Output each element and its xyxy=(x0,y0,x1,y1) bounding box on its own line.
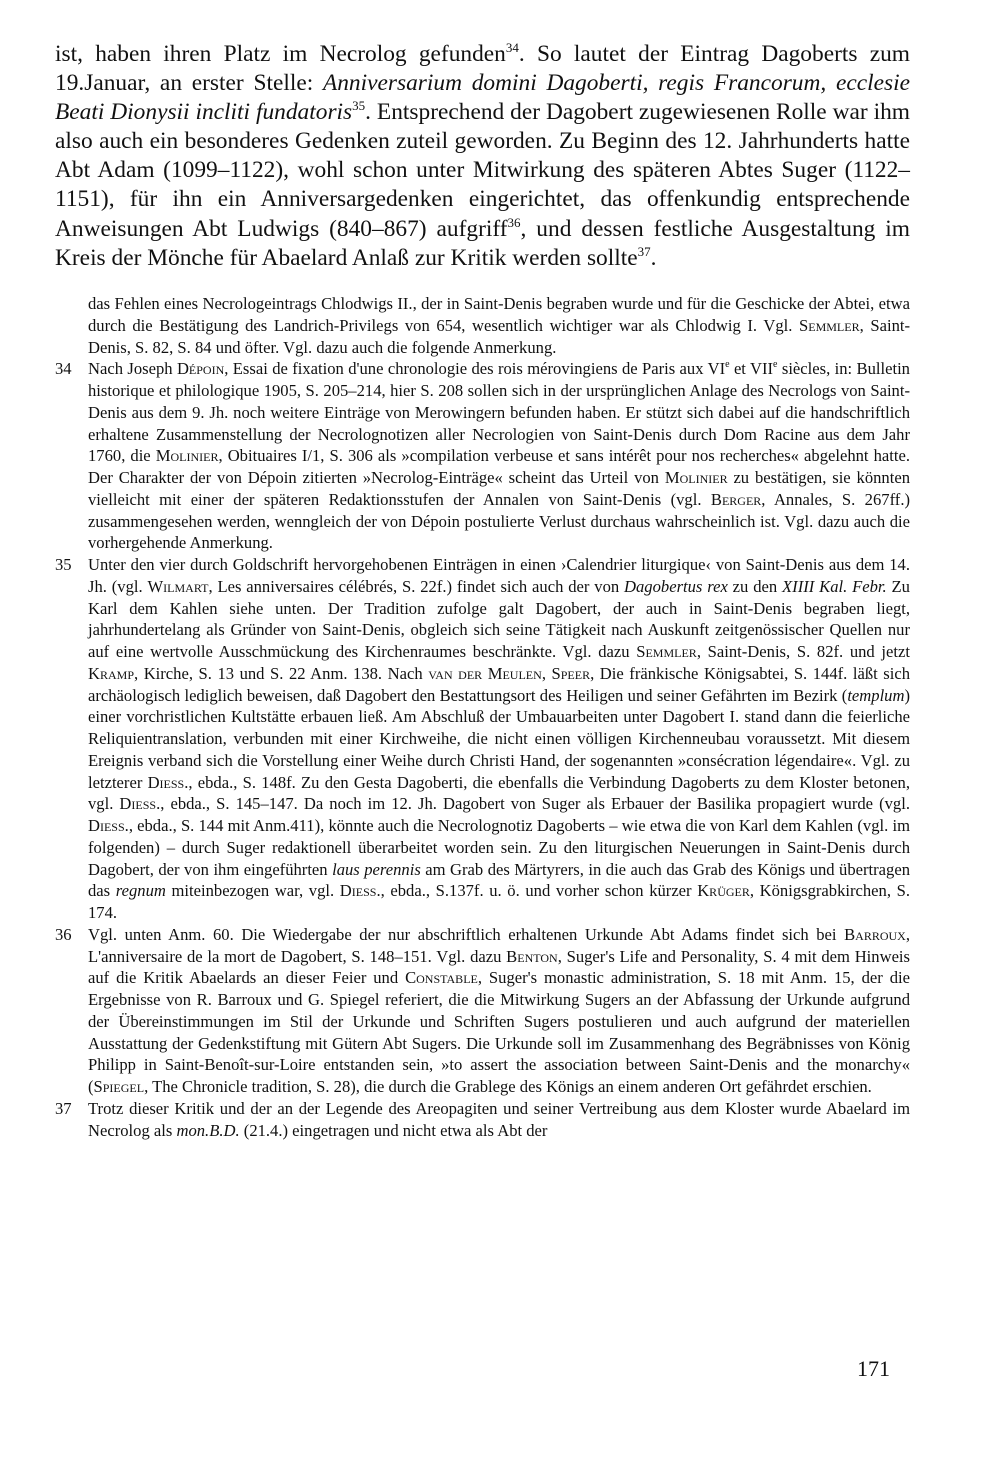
text-run: , xyxy=(541,663,552,683)
footnote-number: 36 xyxy=(55,924,72,944)
footnote-number: 35 xyxy=(55,555,72,574)
text-run: , Les anniversaires célébrés, S. 22f.) findet sich auch der von xyxy=(208,576,625,596)
author-name: Diess. xyxy=(88,816,129,835)
author-name: Speer xyxy=(551,663,591,683)
author-name: Diess. xyxy=(119,794,161,814)
text-run: ist, haben ihren Platz im Necrolog gefunden xyxy=(55,41,506,67)
text-run: , ebda., S. 148f. Zu den Gesta Dagoberti, die ebenfalls die Verbindung Dagoberts zu dem Kloster betonen, vgl. xyxy=(88,772,910,814)
text-run: , The Chronicle tradition, S. 28), die durch die Grablege des Königs an einem anderen Ort gefährdet erschien. xyxy=(144,1077,872,1096)
footnote-ref-37[interactable]: 37 xyxy=(637,243,651,259)
text-run: , und dessen festliche Ausgestaltung im Kreis der Mönche für Abaelard Anlaß zur Kritik werden sollte xyxy=(55,215,910,271)
author-name: Diess. xyxy=(339,881,381,901)
text-run: . Entsprechend der Dagobert zugewiesenen Rolle war ihm also auch ein besonderes Gedenken zuteil geworden. Zu Beginn des 12. Jahrhunderts hatte Abt Adam (1099–1122), wohl schon unter Mitwirkung des späteren Abtes Suger (1122–1151), für ihn ein Anniversargedenken eingerichtet, das offenkundig entsprechende Anweisungen Abt Ludwigs (840–867) aufgriff xyxy=(55,99,910,242)
superscript: e xyxy=(725,359,730,371)
text-run: , Saint-Denis, S. 82, S. 84 und öfter. Vgl. dazu auch die folgende Anmerkung. xyxy=(88,315,910,357)
text-run: , Obituaires I/1, S. 306 als »compilation verbeuse et sans intérêt pour nos recherches« abgelehnt hatte. Der Charakter der von Dépoin zitierten »Necrolog-Einträge« scheint das Urteil von xyxy=(88,446,911,487)
main-text xyxy=(55,40,910,273)
footnote-37 xyxy=(55,1098,910,1142)
footnote-ref-36[interactable]: 36 xyxy=(507,214,521,230)
text-run: Unter den vier durch Goldschrift hervorgehobenen Einträgen in einen ›Calendrier liturgique‹ von Saint-Denis aus dem 14. Jh. (vgl. xyxy=(88,555,910,596)
author-name: Constable xyxy=(405,968,478,988)
text-run: , ebda., S. 144 mit Anm.411), könnte auch die Necrolognotiz Dagoberts – wie etwa die von Karl dem Kahlen (vgl. im folgenden) – durch Suger redaktionell überarbeitet worden sein. Zu den liturgischen Neuerungen in Saint-Denis durch Dagobert, der von ihm eingeführten xyxy=(88,816,910,879)
footnote-ref-35[interactable]: 35 xyxy=(352,98,366,114)
italic-term: laus perennis xyxy=(332,859,421,879)
author-name: Benton xyxy=(506,946,558,966)
text-run: , Die fränkische Königsabtei, S. 144f. läßt sich archäologisch lediglich beweisen, daß Dagobert den Bestattungsort des Heiligen und seiner Gefährten im Bezirk ( xyxy=(88,663,911,705)
author-name: Semmler xyxy=(799,315,860,335)
text-run: et VII xyxy=(729,359,774,379)
italic-term: XIIII Kal. Febr. xyxy=(782,576,887,596)
footnote-ref-34[interactable]: 34 xyxy=(505,40,519,55)
author-name: Molinier xyxy=(155,446,219,466)
author-name: Semmler xyxy=(636,642,697,661)
footnote-36 xyxy=(55,924,910,1098)
footnote-continuation xyxy=(55,293,910,358)
footnotes xyxy=(55,293,910,1141)
author-name: Spiegel xyxy=(93,1077,145,1096)
text-run: , Annales, S. 267ff.) zusammengesehen werden, wenngleich der von Dépoin postulierte Verlust durchaus wahrscheinlich ist. Vgl. dazu auch die vorhergehende Anmerkung. xyxy=(88,489,910,553)
text-run: . So lautet der Eintrag Dagoberts zum 19.Januar, an erster Stelle: xyxy=(55,41,910,97)
main-paragraph xyxy=(55,40,910,273)
text-run: (21.4.) eingetragen und nicht etwa als Abt der xyxy=(239,1120,548,1140)
text-run: zu bestätigen, sie könnten vielleicht mit einer der späteren Redaktionsstufen der Annalen von Saint-Denis (vgl. xyxy=(88,468,910,509)
text-run: , L'anniversaire de la mort de Dagobert, S. 148–151. Vgl. dazu xyxy=(88,924,910,966)
text-run: , Essai de fixation d'une chronologie des rois mérovingiens de Paris aux VI xyxy=(224,359,726,379)
text-run: , Saint-Denis, S. 82f. und jetzt xyxy=(696,642,910,661)
italic-term: regnum xyxy=(115,881,166,901)
text-run: das Fehlen eines Necrologeintrags Chlodwigs II., der in Saint-Denis begraben wurde und für die Geschicke der Abtei, etwa durch die Bestätigung des Landrich-Privilegs von 654, wesentlich wichtiger war als Chlodwig I. Vgl. xyxy=(88,294,910,335)
page-number: 171 xyxy=(857,1356,890,1381)
author-name: Berger xyxy=(710,489,762,509)
text-run: , ebda., S. 145–147. Da noch im 12. Jh. Dagobert von Suger als Erbauer der Basilika propagiert wurde (vgl. xyxy=(160,794,910,814)
author-name: Dépoin xyxy=(176,359,225,379)
text-run: siècles, in: Bulletin historique et philologique 1905, S. 205–214, hier S. 208 sollen sich in der ursprünglichen Anlage des Necrologs von Saint-Denis aus dem 9. Jh. noch weitere Einträge von Merowingern befunden haben. Er stützt sich dabei auf die handschriftlich erhaltene Zusammenstellung der Necrolognotizen aller Necrologien von Saint-Denis durch Dom Racine aus dem Jahr 1760, die xyxy=(88,359,910,466)
footnote-35 xyxy=(55,554,910,924)
text-run: Vgl. unten Anm. 60. Die Wiedergabe der nur abschriftlich erhaltenen Urkunde Abt Adams findet sich bei xyxy=(88,924,845,944)
text-run: , Suger's monastic administration, S. 18 mit Anm. 15, der die Ergebnisse von R. Barroux und G. Spiegel referiert, die die Mitwirkung Sugers an der Abfassung der Urkunde aufgrund der Übereinstimmungen im Stil der Urkunde und Schriften Sugers postulieren und auch aufgrund der materiellen Ausstattung der Gedenkstiftung mit Gütern Abt Sugers. Die Urkunde soll im Zusammenhang des Begräbnisses von König Philipp in Saint-Benoît-sur-Loire entstanden sein, »to assert the association between Saint-Denis and the monarchy« ( xyxy=(88,968,910,1096)
author-name: Molinier xyxy=(664,468,728,487)
text-run: Trotz dieser Kritik und der an der Legende des Areopagiten und seiner Vertreibung aus dem Kloster wurde Abaelard im Necrolog als xyxy=(88,1098,910,1140)
italic-term: mon.B.D. xyxy=(176,1120,240,1140)
latin-quotation: Anniversarium domini Dagoberti, regis Francorum, ecclesie Beati Dionysii incliti fundatoris xyxy=(55,70,910,126)
footnote-number: 37 xyxy=(55,1098,72,1118)
text-run: , Königsgrabkirchen, S. 174. xyxy=(88,881,910,922)
text-run: , Suger's Life and Personality, S. 4 mit dem Hinweis auf die Kritik Abaelards an dieser Feier und xyxy=(88,946,910,988)
text-run: , Kirche, S. 13 und S. 22 Anm. 138. Nach xyxy=(134,663,429,683)
text-run: Zu Karl dem Kahlen siehe unten. Der Tradition zufolge galt Dagobert, der auch in Saint-Denis begraben liegt, jahrhundertelang als Gründer von Saint-Denis, obgleich sich seine Tätigkeit nach Auskunft zeitgenössischer Quellen nur auf eine wertvolle Ausschmückung des Kirchenraumes beschränkte. Vgl. dazu xyxy=(88,576,910,661)
author-name: van der Meulen xyxy=(428,663,542,683)
text-run: . xyxy=(650,244,657,271)
text-run: miteinbezogen war, vgl. xyxy=(165,881,340,901)
author-name: Krüger xyxy=(697,881,750,901)
text-run: zu den xyxy=(727,576,783,596)
text-run: ) einer vorchristlichen Kultstätte erbauen ließ. Am Abschluß der Umbauarbeiten unter Dagobert I. stand dann die feierliche Reliquientranslation, verbunden mit einer Kirchweihe, die nicht einen völligen Kirchenneubau voraussetzt. Mit diesem Ereignis verband sich die Vorstellung einer Weihe durch Christi Hand, der sogenannten »consécration légendaire«. Vgl. zu letzterer xyxy=(88,685,910,792)
author-name: Kramp xyxy=(88,663,134,683)
text-run: , ebda., S.137f. u. ö. und vorher schon kürzer xyxy=(380,881,698,901)
text-run: Nach Joseph xyxy=(88,359,177,379)
footnote-number: 34 xyxy=(55,359,72,379)
author-name: Wilmart xyxy=(147,576,209,596)
superscript: e xyxy=(773,359,778,371)
author-name: Diess. xyxy=(147,772,189,792)
footnote-34 xyxy=(55,358,910,554)
italic-term: templum xyxy=(847,685,905,705)
italic-term: Dagobertus rex xyxy=(624,576,728,596)
text-run: am Grab des Märtyrers, in die auch das Grab des Königs und übertragen das xyxy=(88,859,910,901)
author-name: Barroux xyxy=(844,924,906,944)
